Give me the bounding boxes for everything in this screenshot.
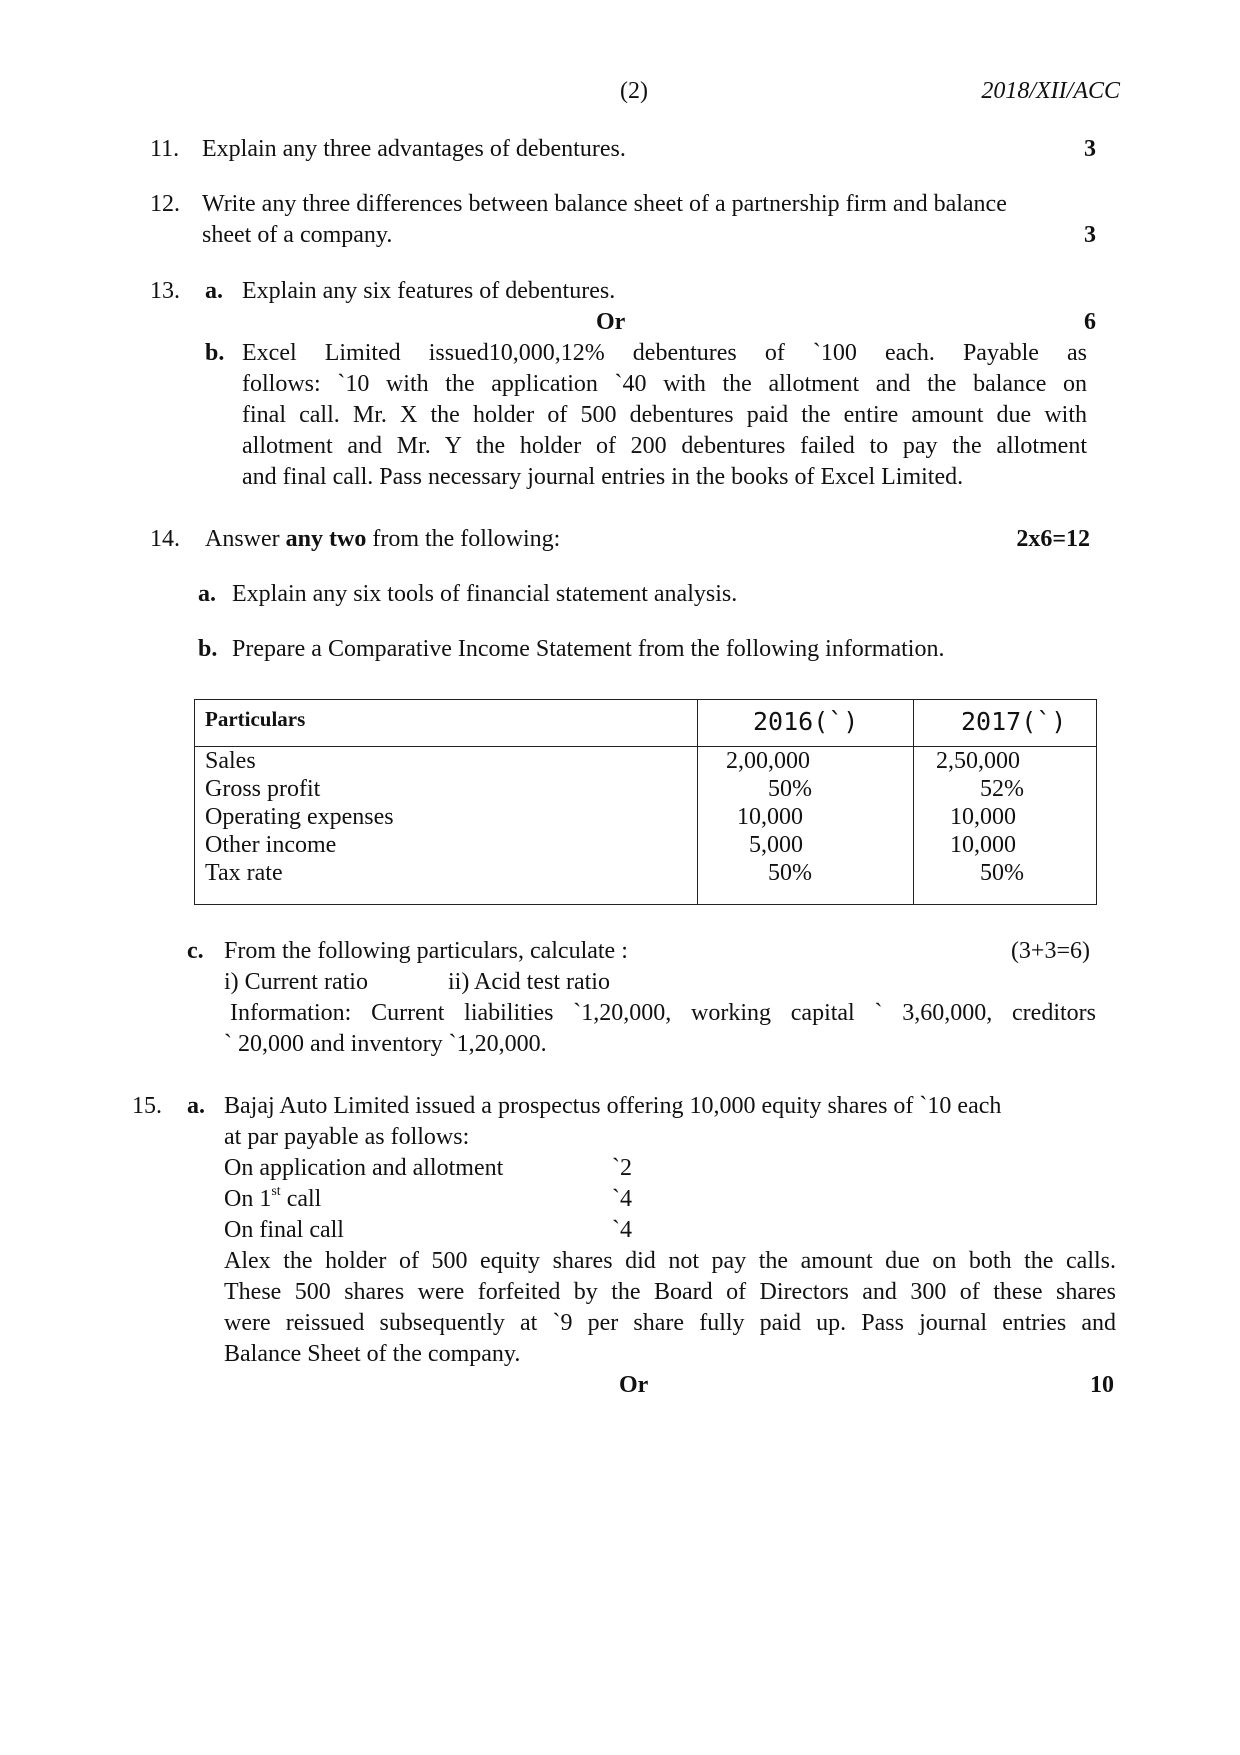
schedule-label: On application and allotment [224,1155,504,1181]
part-label: a. [198,581,216,607]
label-text: On 1 [224,1186,272,1212]
label-superscript: st [271,1184,281,1199]
part-label: a. [187,1093,205,1119]
sub-item: ii) Acid test ratio [448,969,610,995]
row-value-2016: 5,000 [749,832,803,858]
marks: (3+3=6) [1010,938,1090,964]
part-text-line: Bajaj Auto Limited issued a prospectus offering 10,000 equity shares of `10 each [224,1093,1002,1119]
intro-text: from the following: [366,526,561,552]
sub-item: i) Current ratio [224,969,368,995]
table-header-particulars: Particulars [205,707,306,731]
schedule-amount: `4 [612,1217,632,1243]
table-header-2016: 2016(`) [753,707,859,736]
row-label: Operating expenses [205,804,394,830]
or-separator: Or [596,309,626,335]
intro-text: Answer [205,526,286,552]
row-label: Gross profit [205,776,321,802]
row-value-2016: 50% [768,776,812,802]
question-text-line: sheet of a company. [202,222,393,248]
marks: 6 [1084,309,1096,335]
schedule-label: On final call [224,1217,344,1243]
part-text: Explain any six features of debentures. [242,278,616,304]
row-value-2017: 52% [980,776,1024,802]
part-text-line: final call. Mr. X the holder of 500 debentures paid the entire amount due with [242,402,1087,428]
part-text: Explain any six tools of financial statement analysis. [232,581,738,607]
row-label: Tax rate [205,860,283,886]
part-text-line: at par payable as follows: [224,1124,470,1150]
part-text-line: These 500 shares were forfeited by the Board of Directors and 300 of these shares [224,1279,1116,1305]
marks: 10 [1090,1372,1114,1398]
part-text-line: follows: `10 with the application `40 with the allotment and the balance on [242,371,1087,397]
row-value-2016: 50% [768,860,812,886]
part-text: Prepare a Comparative Income Statement from the following information. [232,636,945,662]
part-text: From the following particulars, calculate : [224,938,628,964]
paper-code: 2018/XII/ACC [981,78,1120,104]
question-number: 13. [150,278,180,304]
part-label: c. [187,938,204,964]
row-value-2016: 2,00,000 [726,748,810,774]
table-divider [697,700,698,904]
row-label: Sales [205,748,256,774]
row-value-2017: 10,000 [950,804,1016,830]
schedule-label [224,1184,321,1215]
question-number: 14. [150,526,180,552]
marks: 2x6=12 [1016,526,1090,552]
row-value-2017: 50% [980,860,1024,886]
label-text: call [280,1186,322,1212]
part-text-line: allotment and Mr. Y the holder of 200 debentures failed to pay the allotment [242,433,1087,459]
table-header-2017: 2017(`) [961,707,1067,736]
part-text-line: Excel Limited issued10,000,12% debentures of `100 each. Payable as [242,340,1087,366]
or-separator: Or [619,1372,649,1398]
question-number: 11. [150,136,180,162]
row-label: Other income [205,832,337,858]
info-line: ` 20,000 and inventory `1,20,000. [224,1031,547,1057]
schedule-amount: `4 [612,1186,632,1212]
part-text-line: and final call. Pass necessary journal entries in the books of Excel Limited. [242,464,964,490]
row-value-2017: 2,50,000 [936,748,1020,774]
question-text-line: Write any three differences between balance sheet of a partnership firm and balance [202,191,1007,217]
page-number: (2) [620,78,648,104]
question-intro [205,524,560,555]
comparative-data-table [194,699,1097,905]
part-text-line: were reissued subsequently at `9 per share fully paid up. Pass journal entries and [224,1310,1116,1336]
question-number: 15. [132,1093,162,1119]
part-text-line: Balance Sheet of the company. [224,1341,521,1367]
part-label: b. [205,340,225,366]
schedule-amount: `2 [612,1155,632,1181]
marks: 3 [1084,136,1096,162]
intro-emphasis: any two [285,526,367,552]
question-text: Explain any three advantages of debentures. [202,136,626,162]
part-text-line: Alex the holder of 500 equity shares did not pay the amount due on both the calls. [224,1248,1116,1274]
part-label: b. [198,636,218,662]
table-divider [913,700,914,904]
marks: 3 [1084,222,1096,248]
part-label: a. [205,278,223,304]
info-line: Information: Current liabilities `1,20,000, working capital ` 3,60,000, creditors [230,1000,1096,1026]
row-value-2017: 10,000 [950,832,1016,858]
question-number: 12. [150,191,180,217]
row-value-2016: 10,000 [737,804,803,830]
